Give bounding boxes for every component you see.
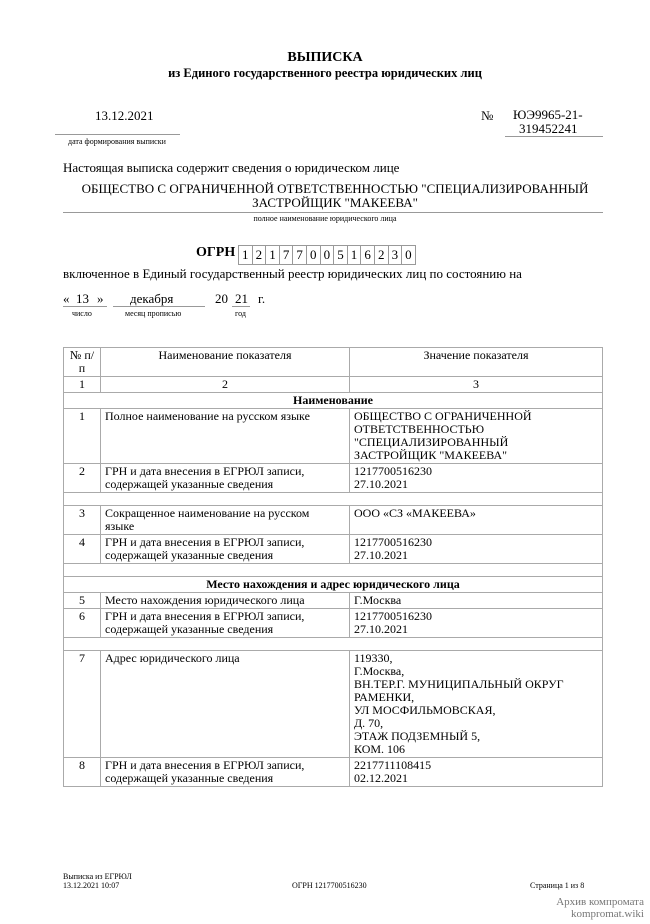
column-number-2: 2 [101,377,350,393]
row-value [350,409,603,464]
value-line: 2217711108415 [354,758,432,772]
ogrn-digit: 0 [307,245,321,265]
value-line: 02.12.2021 [354,771,408,785]
row-indicator [101,758,350,787]
section-row [64,577,603,593]
document-title: ВЫПИСКА [287,50,363,65]
document-number [513,108,583,136]
state-year-prefix: 20 [215,291,228,306]
month-underline [113,306,205,307]
value-line: РАМЕНКИ, [354,690,415,704]
year-caption: год [235,309,246,318]
value-line: 119330, [354,651,393,665]
row-value [350,535,603,564]
header-value: Значение показателя [350,348,603,377]
watermark-line1: Архив компромата [556,896,644,908]
page-indicator: Страница 1 из 8 [530,881,585,890]
watermark [556,896,644,920]
value-line: 27.10.2021 [354,477,408,491]
row-value [350,506,603,535]
footer-left [63,872,132,890]
indicator-line: содержащей указанные сведения [105,477,274,491]
value-line: "СПЕЦИАЛИЗИРОВАННЫЙ [354,435,509,449]
registry-state-text: включенное в Единый государственный реестр юридических лиц по состоянию на [63,266,522,281]
number-underline [505,136,603,137]
ogrn-digit: 1 [348,245,362,265]
table-row [64,609,603,638]
number-sign: № [481,108,494,123]
indicator-line: содержащей указанные сведения [105,548,274,562]
value-line: Д. 70, [354,716,384,730]
spacer-row [64,564,603,577]
ogrn-digit: 5 [334,245,348,265]
org-name-caption: полное наименование юридического лица [253,214,397,223]
table-row [64,651,603,758]
ogrn-digit: 1 [266,245,280,265]
section-naming: Наименование [64,393,603,409]
footer-timestamp: 13.12.2021 10:07 [63,881,120,890]
table-row [64,758,603,787]
day-close-quote: » [97,291,104,306]
value-line: ВН.ТЕР.Г. МУНИЦИПАЛЬНЫЙ ОКРУГ [354,677,564,691]
month-caption: месяц прописью [125,309,182,318]
row-number: 5 [64,593,101,609]
state-day: 13 [76,291,89,306]
indicator-line: ГРН и дата внесения в ЕГРЮЛ записи, [105,535,305,549]
value-line: ООО «СЗ «МАКЕЕВА» [354,506,476,520]
value-line: ОБЩЕСТВО С ОГРАНИЧЕННОЙ [354,409,532,423]
row-number: 6 [64,609,101,638]
value-line: Г.Москва, [354,664,405,678]
value-line: УЛ МОСФИЛЬМОВСКАЯ, [354,703,496,717]
ogrn-digit: 2 [253,245,267,265]
spacer-cell [64,493,603,506]
section-location: Место нахождения и адрес юридического лица [64,577,603,593]
value-line: ОТВЕТСТВЕННОСТЬЮ [354,422,485,436]
row-indicator [101,464,350,493]
document-number-line2: 319452241 [519,121,578,136]
ogrn-digit: 3 [389,245,403,265]
row-value [350,593,603,609]
document-subtitle: из Единого государственного реестра юридических лиц [168,66,482,80]
row-value [350,464,603,493]
value-line: Г.Москва [354,593,402,607]
indicator-line: содержащей указанные сведения [105,622,274,636]
indicator-line: языке [105,519,135,533]
value-line: 1217700516230 [354,609,432,623]
row-number: 4 [64,535,101,564]
row-indicator [101,609,350,638]
footer-doc-name: Выписка из ЕГРЮЛ [63,872,132,881]
footer-ogrn: ОГРН 1217700516230 [292,881,367,890]
row-number: 2 [64,464,101,493]
date-caption: дата формирования выписки [68,137,166,146]
state-month: декабря [130,291,174,306]
column-numbers-row [64,377,603,393]
value-line: ЭТАЖ ПОДЗЕМНЫЙ 5, [354,729,481,743]
ogrn-label: ОГРН [196,245,236,260]
indicator-line: ГРН и дата внесения в ЕГРЮЛ записи, [105,464,305,478]
header-number: № п/п [64,348,101,377]
indicator-line: Сокращенное наименование на русском [105,506,310,520]
organization-name-line1: ОБЩЕСТВО С ОГРАНИЧЕННОЙ ОТВЕТСТВЕННОСТЬЮ "СПЕЦИАЛИЗИРОВАННЫЙ [81,181,589,196]
spacer-row [64,493,603,506]
day-underline [63,306,107,307]
ogrn-digit: 2 [375,245,389,265]
spacer-row [64,638,603,651]
watermark-line2: kompromat.wiki [570,908,644,920]
value-line: КОМ. 106 [354,742,406,756]
row-number: 3 [64,506,101,535]
table-row [64,409,603,464]
document-number-line1: ЮЭ9965-21- [513,107,583,122]
state-year-unit: г. [258,291,266,306]
value-line: 27.10.2021 [354,548,408,562]
registry-table [63,347,603,787]
ogrn-digit: 7 [280,245,294,265]
value-line: 1217700516230 [354,535,432,549]
indicator-line: ГРН и дата внесения в ЕГРЮЛ записи, [105,609,305,623]
indicator-line: ГРН и дата внесения в ЕГРЮЛ записи, [105,758,305,772]
header-indicator: Наименование показателя [101,348,350,377]
value-line: 27.10.2021 [354,622,408,636]
intro-text: Настоящая выписка содержит сведения о юридическом лице [63,160,400,175]
indicator-line: содержащей указанные сведения [105,771,274,785]
spacer-cell [64,638,603,651]
ogrn-digit: 1 [238,245,253,265]
section-row [64,393,603,409]
ogrn-digit: 7 [293,245,307,265]
value-line: ЗАСТРОЙЩИК "МАКЕЕВА" [354,448,508,462]
ogrn-digit: 6 [361,245,375,265]
table-row [64,535,603,564]
table-row [64,464,603,493]
date-underline [55,134,180,135]
day-caption: число [72,309,92,318]
row-number: 7 [64,651,101,758]
organization-name-line2: ЗАСТРОЙЩИК "МАКЕЕВА" [252,195,418,210]
row-number: 8 [64,758,101,787]
row-value [350,758,603,787]
state-year-suffix: 21 [235,291,248,306]
row-indicator: Полное наименование на русском языке [101,409,350,464]
row-indicator [101,535,350,564]
column-number-3: 3 [350,377,603,393]
org-name-underline [63,212,603,213]
spacer-cell [64,564,603,577]
ogrn-digit: 0 [402,245,416,265]
row-indicator: Место нахождения юридического лица [101,593,350,609]
row-indicator: Адрес юридического лица [101,651,350,758]
day-open-quote: « [63,291,70,306]
row-value [350,651,603,758]
year-underline [232,306,250,307]
table-row [64,506,603,535]
ogrn-digit: 0 [321,245,335,265]
organization-name [60,182,610,210]
row-number: 1 [64,409,101,464]
table-row [64,593,603,609]
column-number-1: 1 [64,377,101,393]
row-indicator [101,506,350,535]
ogrn-digits [238,245,416,265]
row-value [350,609,603,638]
issue-date: 13.12.2021 [95,108,154,123]
table-header-row [64,348,603,377]
value-line: 1217700516230 [354,464,432,478]
